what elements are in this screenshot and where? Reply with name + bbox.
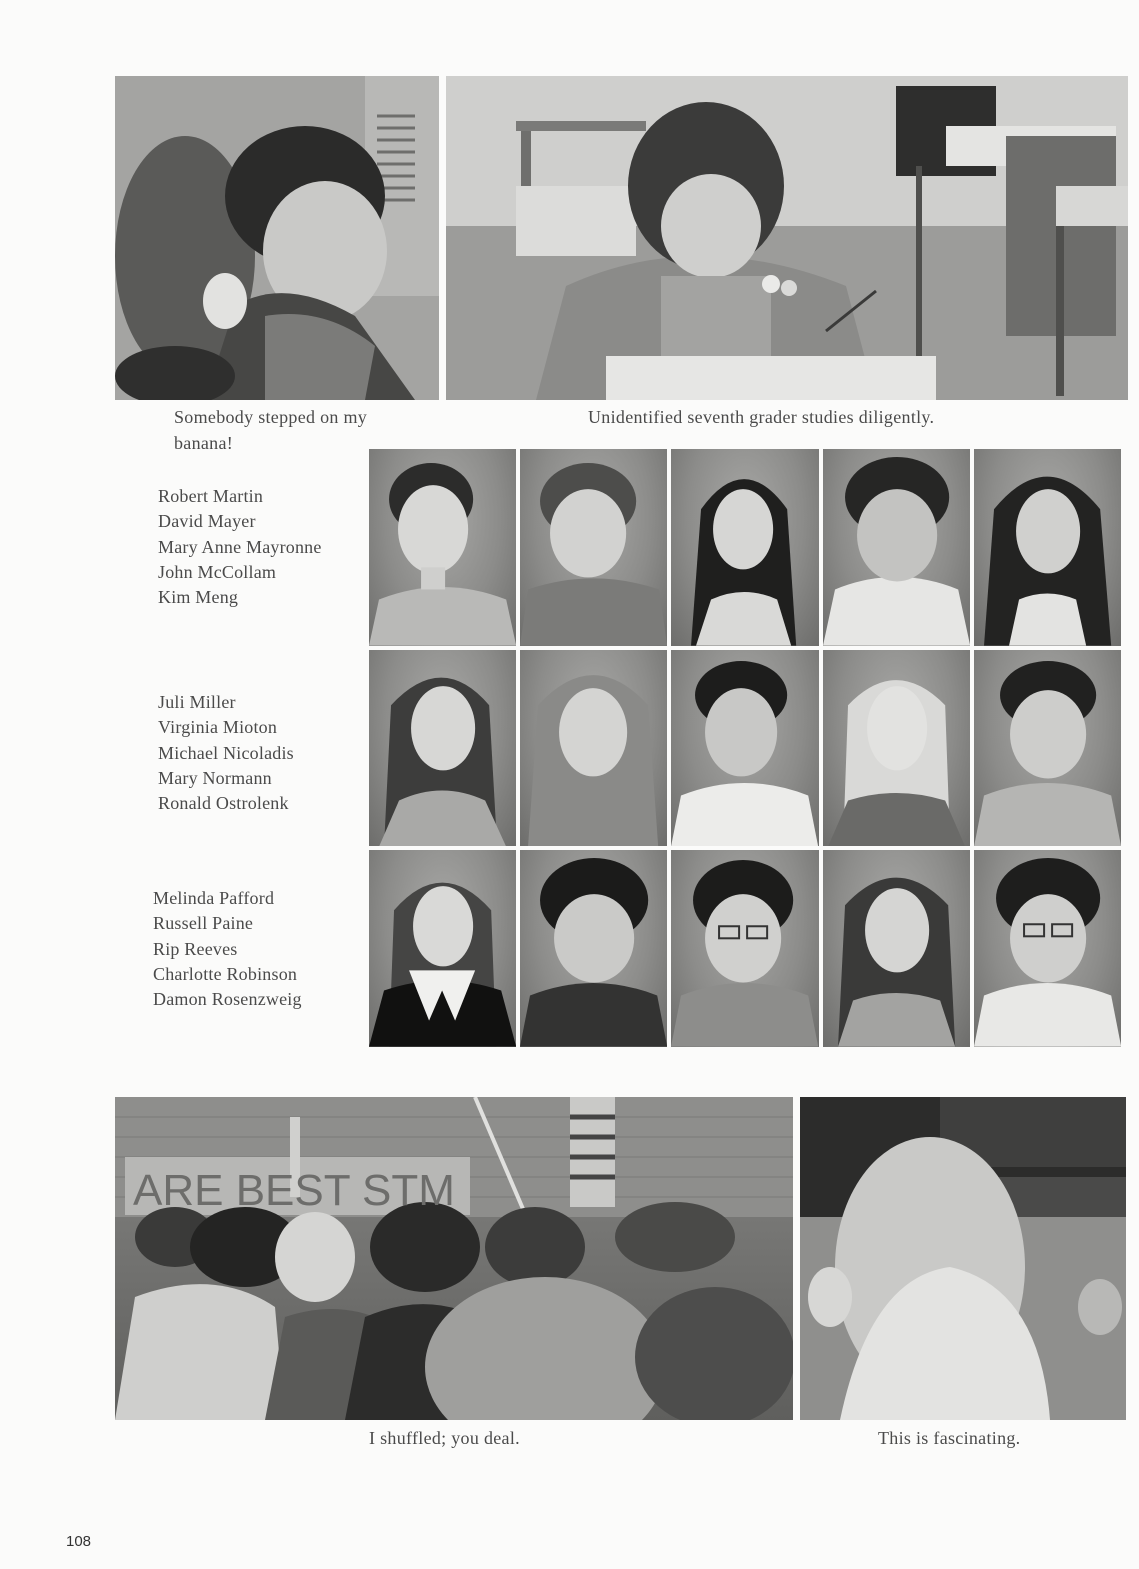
portrait-robert-martin [369,449,516,646]
banner-text: ARE BEST STM [133,1166,455,1215]
student-name: Michael Nicoladis [158,742,294,763]
caption-top-right: Unidentified seventh grader studies diligently. [588,407,935,427]
names-row-3 [153,886,302,1012]
portrait-kim-meng [974,449,1121,646]
student-name: John McCollam [158,561,277,582]
portrait-virginia-mioton [520,650,667,847]
student-name: Ronald Ostrolenk [158,793,289,814]
caption-bottom-right: This is fascinating. [878,1428,1021,1448]
photo-classroom-student [446,76,1128,400]
portrait-ronald-ostrolenk [974,650,1121,847]
student-name: Russell Paine [153,913,254,934]
portrait-damon-rosenzweig [974,850,1121,1047]
portrait-juli-miller [369,650,516,847]
student-name: Robert Martin [158,486,264,506]
names-row-2 [158,690,294,816]
portrait-mary-normann [823,650,970,847]
student-name: Melinda Pafford [153,888,275,908]
portrait-rip-reeves [671,850,818,1047]
portrait-mary-anne-mayronne [671,449,818,646]
student-name: Juli Miller [158,692,236,712]
portrait-michael-nicoladis [671,650,818,847]
caption-top-left: Somebody stepped on my banana! [174,407,368,453]
portrait-david-mayer [520,449,667,646]
caption-bottom-left: I shuffled; you deal. [369,1428,520,1448]
student-name: Mary Anne Mayronne [158,536,322,557]
portrait-russell-paine [520,850,667,1047]
photo-fur-collar-boy [115,76,439,400]
student-name: Kim Meng [158,587,239,608]
student-name: Virginia Mioton [158,717,278,738]
student-name: Mary Normann [158,767,272,788]
portrait-john-mccollam [823,449,970,646]
portrait-melinda-pafford [369,850,516,1047]
portrait-charlotte-robinson [823,850,970,1047]
student-name: Rip Reeves [153,938,238,959]
photo-girl-listening [800,1097,1126,1420]
portrait-grid [369,449,1121,1047]
student-name: Damon Rosenzweig [153,989,302,1010]
page-number: 108 [66,1533,92,1550]
student-name: David Mayer [158,511,256,532]
photo-assembly-crowd [115,1097,793,1420]
names-row-1 [158,484,322,610]
student-name: Charlotte Robinson [153,963,298,984]
